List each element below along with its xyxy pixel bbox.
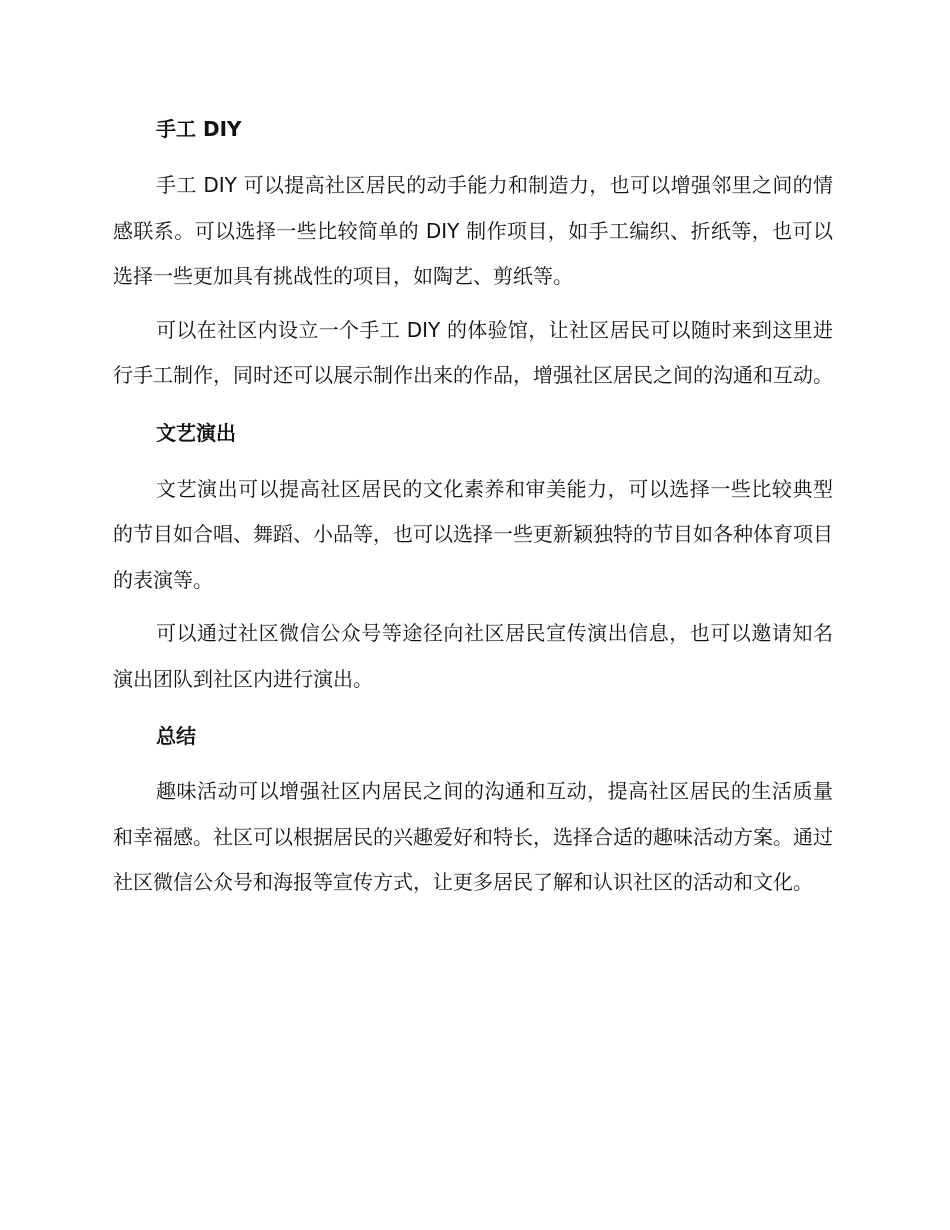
section-paragraph: 文艺演出可以提高社区居民的文化素养和审美能力，可以选择一些比较典型的节目如合唱、舞蹈、小品等，也可以选择一些更新颖独特的节目如各种体育项目的表演等。 xyxy=(113,476,833,592)
section-paragraph: 可以在社区内设立一个手工 DIY 的体验馆，让社区居民可以随时来到这里进行手工制作，同时还可以展示制作出来的作品，增强社区居民之间的沟通和互动。 xyxy=(113,317,833,387)
section-heading-diy: 手工 DIY xyxy=(156,117,242,141)
section-paragraph: 可以通过社区微信公众号等途径向社区居民宣传演出信息，也可以邀请知名演出团队到社区内进行演出。 xyxy=(113,621,833,691)
section-paragraph: 趣味活动可以增强社区内居民之间的沟通和互动，提高社区居民的生活质量和幸福感。社区可以根据居民的兴趣爱好和特长，选择合适的趣味活动方案。通过社区微信公众号和海报等宣传方式，让更多居民了解和认识社区的活动和文化。 xyxy=(113,779,833,894)
section-heading-performance: 文艺演出 xyxy=(156,420,236,445)
section-paragraph: 手工 DIY 可以提高社区居民的动手能力和制造力，也可以增强邻里之间的情感联系。可以选择一些比较简单的 DIY 制作项目，如手工编织、折纸等，也可以选择一些更加具有挑战性的项目，如陶艺、剪纸等。 xyxy=(113,173,833,288)
document-body xyxy=(113,112,833,906)
section-heading-summary: 总结 xyxy=(156,724,196,748)
